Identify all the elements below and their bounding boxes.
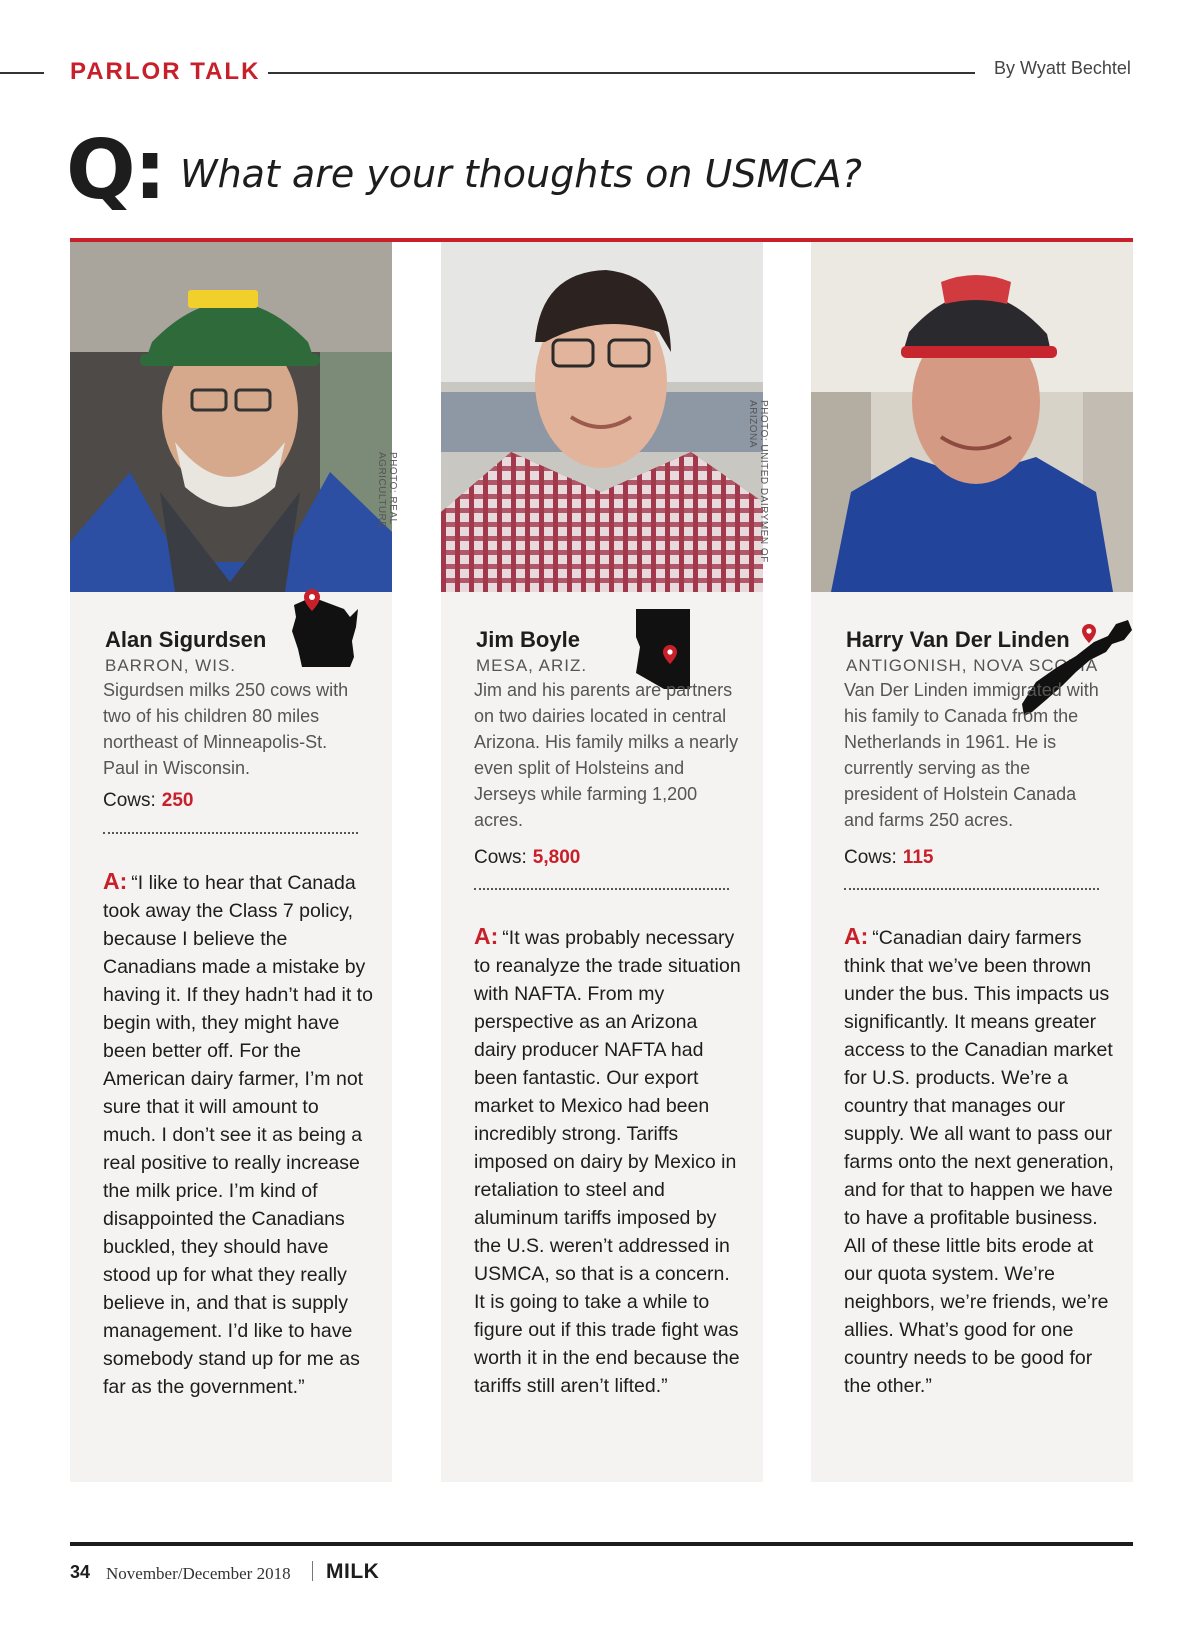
profile-bio: Jim and his parents are partners on two dairies located in central Arizona. His family milks a nearly even split of Holsteins and Jerseys while farming 1,200 acres. [474, 680, 739, 830]
map-pin-icon [1082, 624, 1096, 643]
header-rule [268, 72, 975, 74]
cow-count-value: 115 [902, 847, 934, 868]
profile-name: Jim Boyle [476, 627, 580, 652]
answer-text: “I like to hear that Canada took away the Class 7 policy, because I believe the Canadians made a mistake by having it. If they hadn’t had it to begin with, they might have been better off. For the American dairy farmer, I’m not sure that it will amount to much. I don’t see it as being a real positive to really increase the milk price. I’m kind of disappointed the Canadians buckled, they should have stood up for what they really believe in, and that is supply management. I’d like to have somebody stand up for me as far as the government.” [103, 872, 373, 1398]
portrait-photo-3 [811, 242, 1133, 592]
wisconsin-map-icon [288, 587, 364, 669]
profile-answer [844, 922, 1114, 1400]
profile-bio: Van Der Linden immigrated with his family to Canada from the Netherlands in 1961. He is currently serving as the president of Holstein Canada and farms 250 acres. [844, 680, 1099, 830]
profile-location: ANTIGONISH, NOVA SCOTIA [846, 656, 1099, 675]
byline: By Wyatt Bechtel [994, 58, 1131, 78]
portrait-photo-2 [441, 242, 769, 592]
page-number: 34 [70, 1562, 91, 1582]
answer-label: A: [844, 923, 869, 949]
cow-count-value: 5,800 [532, 847, 581, 868]
dotted-divider [474, 888, 729, 890]
profile-card-1 [70, 242, 398, 1482]
profile-location: MESA, ARIZ. [476, 656, 588, 675]
dotted-divider [103, 832, 358, 834]
cow-count-value: 250 [161, 790, 194, 811]
profile-name: Harry Van Der Linden [846, 627, 1070, 652]
cow-count [474, 847, 580, 869]
header-rule-left [0, 72, 44, 74]
question-mark-label: Q: [66, 123, 165, 218]
footer-rule [70, 1542, 1133, 1546]
profile-card-3 [811, 242, 1133, 1482]
page-title: What are your thoughts on USMCA? [180, 152, 862, 196]
portrait-photo-1 [70, 242, 398, 592]
cow-count [103, 790, 194, 812]
photo-credit-1: PHOTO: REAL AGRICULTURE [376, 452, 398, 529]
answer-text: “It was probably necessary to reanalyze the trade situation with NAFTA. From my perspective as an Arizona dairy producer NAFTA had been fantastic. Our export market to Mexico had been incredibly strong. Tariffs imposed on dairy by Mexico in retaliation to steel and aluminum tariffs imposed by the U.S. weren’t addressed in USMCA, so that is a concern. It is going to take a while to figure out if this trade fight was worth it in the end because the tariffs still aren’t lifted.” [474, 927, 741, 1397]
photo-credit-2: PHOTO: UNITED DAIRYMEN OF ARIZONA [747, 400, 769, 563]
cow-count-label: Cows: [474, 847, 527, 868]
profile-name: Alan Sigurdsen [105, 627, 267, 652]
answer-text: “Canadian dairy farmers think that we’ve been thrown under the bus. This impacts us significantly. It means greater access to the Canadian market for U.S. products. We’re a country that manages our supply. We all want to pass our farms onto the next generation, and for that to happen we have to have a profitable business. All of these little bits erode at our quota system. We’re neighbors, we’re friends, we’re allies. What’s good for one country needs to be good for the other.” [844, 927, 1114, 1397]
profile-answer [474, 922, 744, 1400]
magazine-logo: MILK [326, 1560, 380, 1583]
section-title: PARLOR TALK [70, 58, 261, 85]
cow-count-label: Cows: [844, 847, 897, 868]
answer-label: A: [103, 868, 128, 894]
cow-count-label: Cows: [103, 790, 156, 811]
cow-count [844, 847, 933, 869]
dotted-divider [844, 888, 1099, 890]
issue-date: November/December 2018 [106, 1564, 291, 1583]
profile-card-2 [441, 242, 769, 1482]
profile-location: BARRON, WIS. [105, 656, 237, 675]
answer-label: A: [474, 923, 499, 949]
profile-answer [103, 867, 373, 1401]
profile-bio: Sigurdsen milks 250 cows with two of his children 80 miles northeast of Minneapolis-St. Paul in Wisconsin. [103, 680, 349, 778]
footer-divider [312, 1561, 313, 1581]
